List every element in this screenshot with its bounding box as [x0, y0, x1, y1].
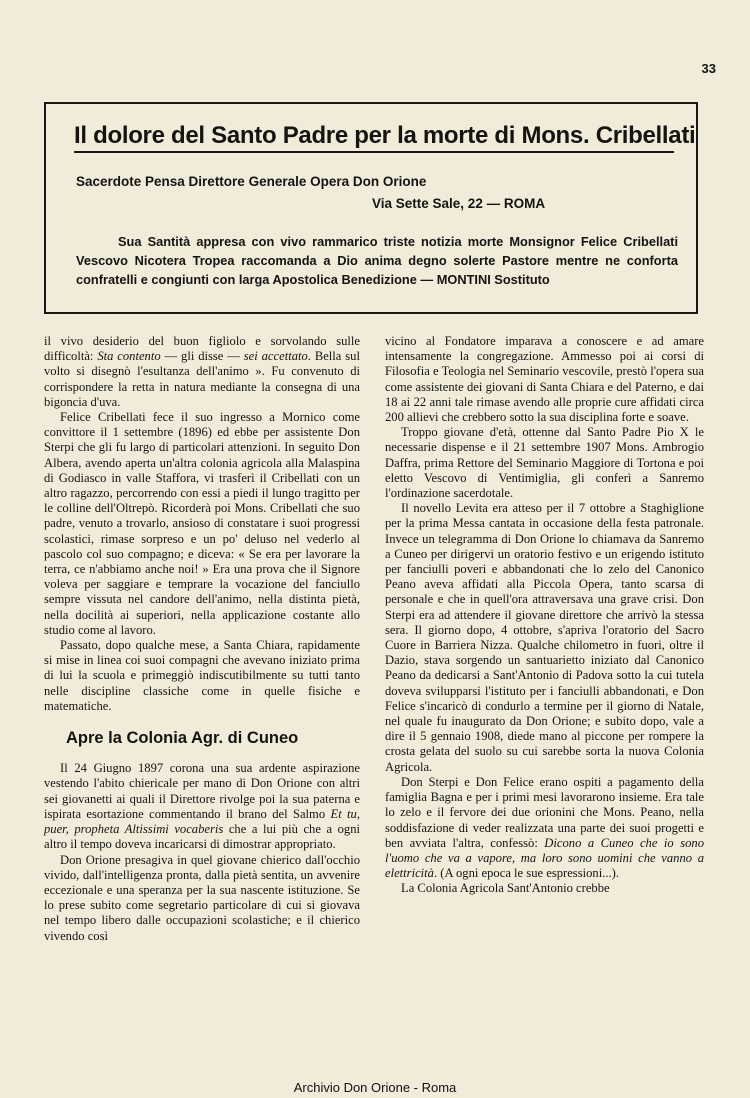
paragraph: La Colonia Agricola Sant'Antonio crebbe — [401, 881, 610, 896]
quote-text: Sta contento — [97, 349, 161, 364]
paragraph-text: . (A ogni epoca le sue espressioni...). — [433, 866, 619, 881]
paragraph — [44, 761, 360, 852]
paragraph-text: . Bella sul volto si disegnò l'esultanza dell'animo ». Fu convenuto di corrispondere la retta in natura mediante la consegna di una bigoncia d'uva. — [44, 349, 360, 409]
paragraph-text: — gli disse — — [160, 349, 244, 364]
quote-text: Dicono a Cuneo che io sono l'uomo che va a vapore, ma loro sono uomini che vanno a elettricità — [385, 835, 704, 881]
telegram-box — [44, 102, 698, 314]
paragraph: Passato, dopo qualche mese, a Santa Chiara, rapidamente si mise in linea coi suoi compagni che avevano iniziato prima di lui la scuola e primeggiò indiscutibilmente su tutti tanto nelle discipline classiche come in quelle fisiche e matematiche. — [44, 638, 360, 713]
quote-text: Et tu, puer, propheta Altissimi vocaberis — [44, 806, 360, 837]
paragraph-text: Il 24 Giugno 1897 corona una sua ardente aspirazione vestendo l'abito chiericale per mano di Don Orione con altri sei giovanetti ai quali il Direttore rivolge poi la sua paterna e ispirata esortazione commentando il brano del Salmo — [44, 761, 360, 821]
page-number: 33 — [701, 61, 716, 76]
paragraph: Don Orione presagiva in quel giovane chierico dall'occhio vivido, dall'intelligenza pronta, dalla pietà sentita, un avvenire eccezionale e una speranza per la sua nascente istituzione. Se lo prese subito come segretario particolare di cui si giovava nel tempo libero dalle occupazioni scolastiche; e il chierico vivendo così — [44, 852, 360, 943]
telegram-address-line1: Sacerdote Pensa Direttore Generale Opera Don Orione — [76, 174, 427, 189]
left-column — [44, 334, 360, 944]
telegram-body: Sua Santità appresa con vivo rammarico triste notizia morte Monsignor Felice Cribellati Vescovo Nicotera Tropea raccomanda a Dio anima degno solerte Pastore mentre ne conforta confratelli e congiunti con larga Apostolica Benedizione — MONTINI Sostituto — [76, 234, 678, 287]
quote-text: sei accettato — [243, 349, 308, 364]
paragraph: Il novello Levita era atteso per il 7 ottobre a Staghiglione per la prima Messa cantata in occasione della festa patronale. Invece un telegramma di Don Orione lo chiamava da Sanremo a Cuneo per dirigervi un oratorio festivo e un erigendo istituto per fanciulli poveri e abbandonati che lo zelo del Canonico Peano aveva affidati alla Piccola Opera, tanto scarsa di personale e che in quell'ora attraversava una grave crisi. Don Sterpi era ad attendere il giovane direttore che arrivò la stessa sera. Il giorno dopo, 4 ottobre, s'apriva l'oratorio del Sacro Cuore in Barriera Nizza. Qualche chilometro in fuori, oltre il Dazio, stava sorgendo un santuarietto iniziato dal Canonico Peano da dedicarsi a Sant'Antonio di Padova sotto la cui tutela doveva svilupparsi l'istituto per i fanciulli abbandonati, e Don Felice s'incaricò di condurlo a termine per il giorno di Natale, nel quale fu inaugurato da Don Orione; e subito dopo, vale a dire il 5 gennaio 1908, diede mano al piccone per rompere la crosta gelata del suolo su cui sarebbe sorta la nuova Colonia Agricola. — [385, 501, 704, 774]
paragraph-text: che a lui più che a ogni altro il tempo doveva incaricarsi di dimostrar appropriato. — [44, 822, 361, 852]
paragraph: Felice Cribellati fece il suo ingresso a Mornico come convittore il 1 settembre (1896) ed ebbe per assistente Don Sterpi che gli fu largo di particolari attenzioni. In seguito Don Albera, avendo aperta un'altra colonia agricola alla Malaspina di Godiasco in valle Staffora, vi trasferì il Cribellati con un altro ragazzo, percorrendo con essi a piedi il lungo tragitto per le colline dell'Oltrepò. Ricorderà poi Mons. Cribellati che suo padre, venuto a trovarlo, ansioso di constatare i suoi progressi scolastici, rimase sorpreso e un po' deluso nel vederlo al pascolo col suo compagno; e diceva: « Se era per lavorare la terra, ce n'abbiamo anche noi! » Era una prova che il Signore voleva per saggiare e temprare la vocazione del fanciullo sempre vissuta nel candore dell'animo, nella distinta pietà, nella docilità ai superiori, nella applicazione costante allo studio come al lavoro. — [44, 410, 360, 637]
telegram-address-line2: Via Sette Sale, 22 — ROMA — [372, 196, 546, 211]
article-title: Il dolore del Santo Padre per la morte di Mons. Cribellati — [74, 121, 674, 153]
paragraph-text: Don Sterpi e Don Felice erano ospiti a pagamento della famiglia Bagna e per i primi mesi lavorarono insieme. Era tale lo zelo e il fervore dei due orionini che Mons. Peano, nella soddisfazione di veder realizzata una parte dei suoi progetti e ben avviata l'altra, confessò: — [385, 774, 704, 850]
paragraph — [44, 334, 360, 410]
right-column — [385, 334, 704, 897]
paragraph: vicino al Fondatore imparava a conoscere e ad amare intensamente la congregazione. Ammesso poi ai corsi di Filosofia e Teologia nel Seminario vescovile, prestò l'opera sua come assistente dei giovani di Santa Chiara e del Paterno, e dai 18 ai 22 anni tale rimase avendo alle proprie cure affidati circa 200 allievi che crebbero sotto la sua disciplina forte e soave. — [385, 334, 704, 425]
paragraph — [385, 775, 704, 881]
section-heading: Apre la Colonia Agr. di Cuneo — [66, 729, 299, 748]
paragraph: Troppo giovane d'età, ottenne dal Santo Padre Pio X le necessarie dispense e il 21 settembre 1907 Mons. Ambrogio Daffra, prima Rettore del Seminario Maggiore di Tortona e poi eletto Vescovo di Ventimiglia, gli conferì a Sanremo l'ordinazione sacerdotale. — [385, 425, 704, 501]
archive-caption: Archivio Don Orione - Roma — [293, 1080, 457, 1095]
paragraph-text: il vivo desiderio del buon figliolo e sorvolando sulle difficoltà: — [44, 334, 360, 364]
